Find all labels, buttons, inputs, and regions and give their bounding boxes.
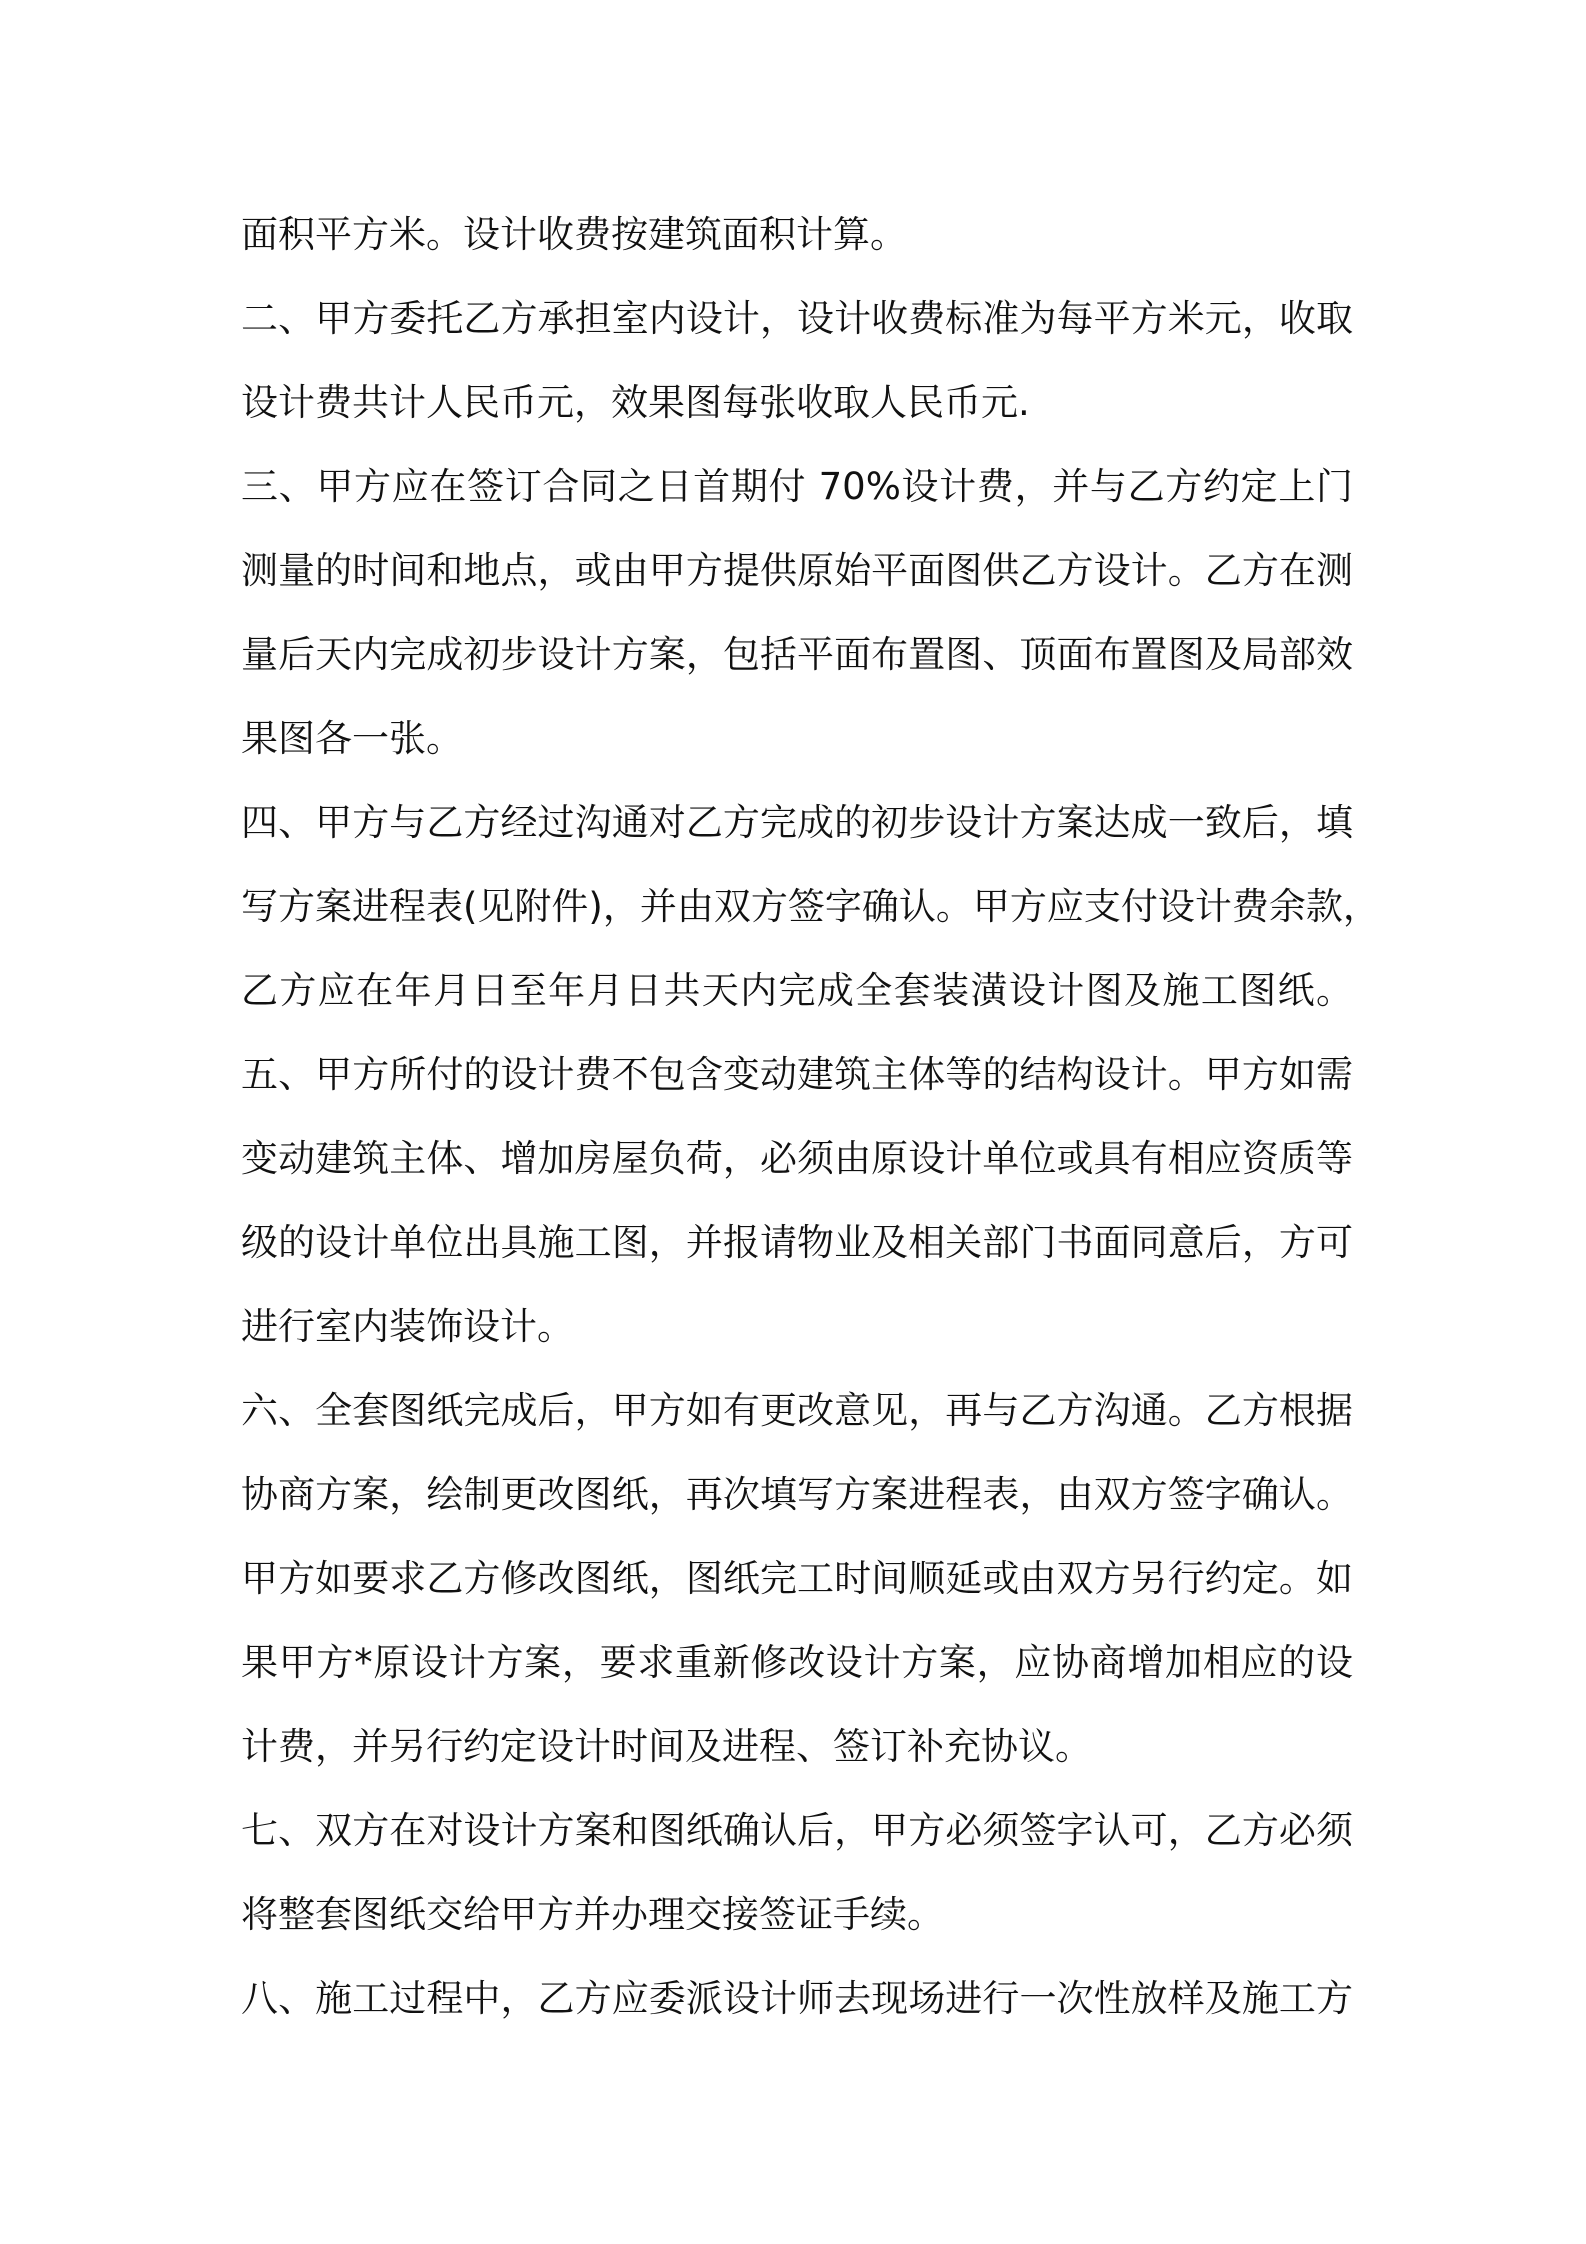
text-line: 变动建筑主体、增加房屋负荷，必须由原设计单位或具有相应资质等 [241,1137,1353,1180]
text-line: 甲方如要求乙方修改图纸，图纸完工时间顺延或由双方另行约定。如 [241,1557,1353,1600]
document-body [241,193,1380,2041]
text-line: 四、甲方与乙方经过沟通对乙方完成的初步设计方案达成一致后，填 [241,801,1353,844]
text-line: 写方案进程表(见附件)，并由双方签字确认。甲方应支付设计费余款， [241,885,1380,928]
text-line: 三、甲方应在签订合同之日首期付 70%设计费，并与乙方约定上门 [241,465,1353,508]
text-line: 二、甲方委托乙方承担室内设计，设计收费标准为每平方米元，收取 [241,297,1353,340]
text-line: 测量的时间和地点，或由甲方提供原始平面图供乙方设计。乙方在测 [241,549,1353,592]
text-line: 果图各一张。 [241,717,463,760]
text-line: 八、施工过程中，乙方应委派设计师去现场进行一次性放样及施工方 [241,1977,1353,2020]
text-line: 面积平方米。设计收费按建筑面积计算。 [241,213,907,256]
text-line: 计费，并另行约定设计时间及进程、签订补充协议。 [241,1725,1092,1768]
text-line: 果甲方*原设计方案，要求重新修改设计方案，应协商增加相应的设 [241,1641,1353,1684]
text-line: 六、全套图纸完成后，甲方如有更改意见，再与乙方沟通。乙方根据 [241,1389,1353,1432]
text-line: 将整套图纸交给甲方并办理交接签证手续。 [241,1893,944,1936]
text-line: 五、甲方所付的设计费不包含变动建筑主体等的结构设计。甲方如需 [241,1053,1353,1096]
text-line: 设计费共计人民币元，效果图每张收取人民币元. [241,381,1030,424]
text-line: 级的设计单位出具施工图，并报请物业及相关部门书面同意后，方可 [241,1221,1353,1264]
text-line: 协商方案，绘制更改图纸，再次填写方案进程表，由双方签字确认。 [241,1473,1353,1516]
text-line: 乙方应在年月日至年月日共天内完成全套装潢设计图及施工图纸。 [241,969,1353,1012]
text-line: 进行室内装饰设计。 [241,1305,574,1348]
text-line: 量后天内完成初步设计方案，包括平面布置图、顶面布置图及局部效 [241,633,1353,676]
text-line: 七、双方在对设计方案和图纸确认后，甲方必须签字认可，乙方必须 [241,1809,1353,1852]
